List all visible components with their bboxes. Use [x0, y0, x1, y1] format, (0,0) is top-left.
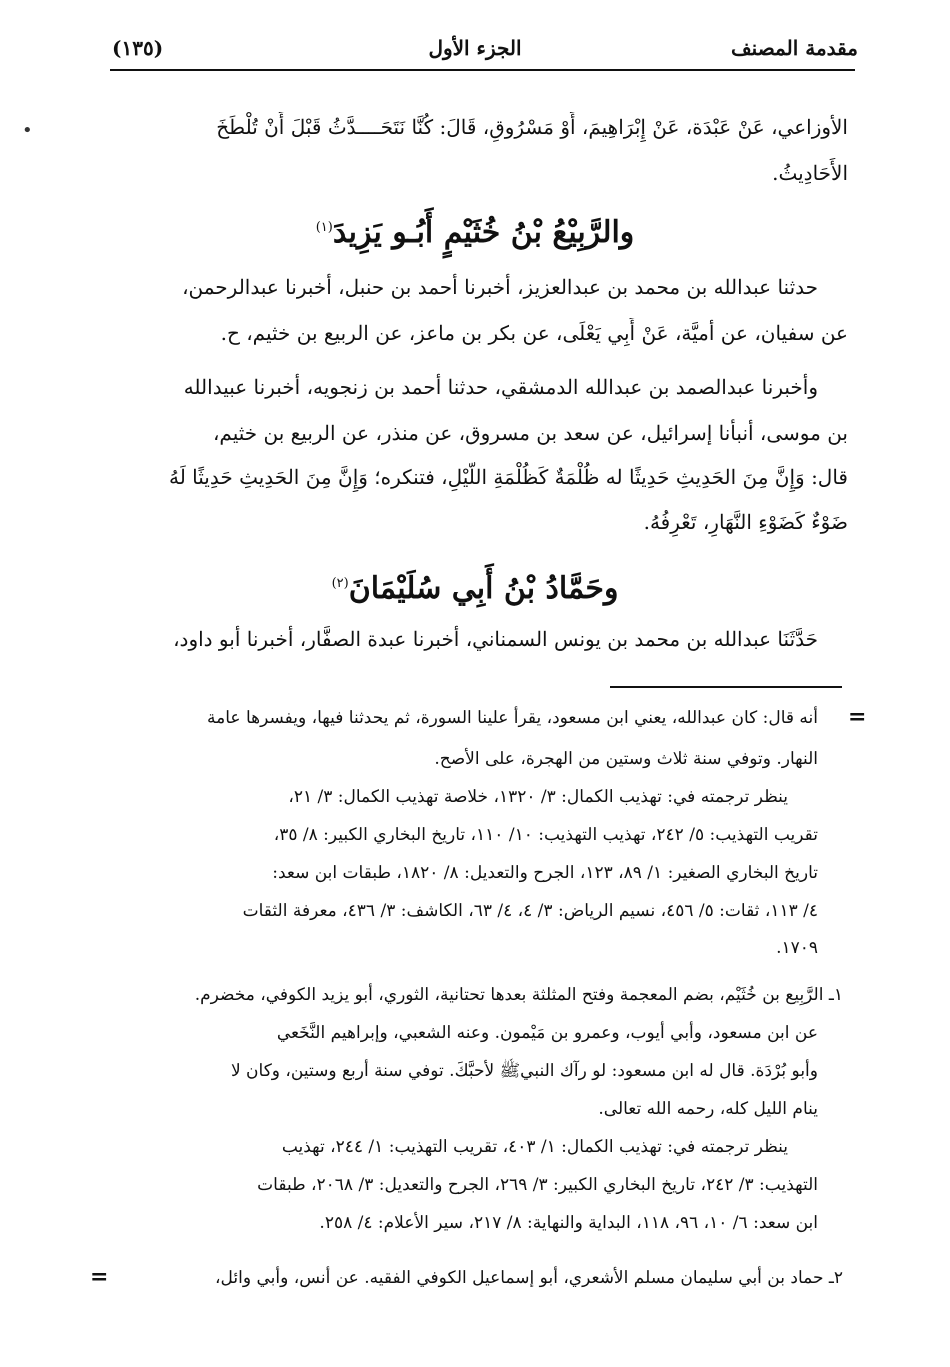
header-rule: [110, 69, 855, 71]
footnote-line: ١٧٠٩.: [776, 938, 818, 958]
body-line: الأوزاعي، عَنْ عَبْدَة، عَنْ إِبْرَاهِيمَ، أَوْ مَسْرُوقٍ، قَالَ: كُنَّا نَتَحَــــدَّثُ قَبْلَ أَنْ تُلْطَخَ: [216, 115, 848, 139]
footnote-ref: (١): [315, 220, 333, 235]
footnote-line: ٢ـ حماد بن أبي سليمان مسلم الأشعري، أبو إسماعيل الكوفي الفقيه. عن أنس، وأبي وائل،: [215, 1268, 843, 1288]
footnote-line: ينام الليل كله، رحمه الله تعالى.: [598, 1099, 818, 1119]
footnote-line: عن ابن مسعود، وأبي أيوب، وعمرو بن مَيْمون. وعنه الشعبي، وإبراهيم النَّخَعي: [276, 1023, 818, 1043]
continuation-mark: =: [848, 704, 867, 730]
body-line: ضَوْءٌ كَضَوْءِ النَّهَارِ، تَعْرِفُهُ.: [643, 510, 848, 534]
heading-title: وحَمَّادُ بْنُ أَبِي سُلَيْمَانَ: [348, 571, 619, 606]
footnote-line: ٤/ ١١٣، ثقات: ٥/ ٤٥٦، نسيم الرياض: ٣/ ٤، ٤/ ٦٣، الكاشف: ٣/ ٤٣٦، معرفة الثقات: [242, 901, 818, 921]
footnote-line: ينظر ترجمته في: تهذيب الكمال: ٣/ ١٣٢٠، خلاصة تهذيب الكمال: ٣/ ٢١،: [288, 787, 788, 807]
running-header-section: مقدمة المصنف: [730, 36, 858, 60]
footnote-line: ١ـ الرَّبِيع بن خُثَيْم، بضم المعجمة وفتح المثلثة بعدها تحتانية، الثوري، أبو يزيد الكوفي، مخضرم.: [194, 985, 843, 1005]
body-line: حَدَّثَنَا عبدالله بن محمد بن يونس السمناني، أخبرنا عبدة الصفَّار، أخبرنا أبو داود،: [173, 627, 818, 651]
footnote-line: النهار. وتوفي سنة ثلاث وستين من الهجرة، على الأصح.: [434, 749, 818, 769]
footnote-line: ابن سعد: ٦/ ١٠، ٩٦، ١١٨، البداية والنهاية: ٨/ ٢١٧، سير الأعلام: ٤/ ٢٥٨.: [319, 1213, 818, 1233]
body-line: وأخبرنا عبدالصمد بن عبدالله الدمشقي، حدثنا أحمد بن زنجويه، أخبرنا عبيدالله: [183, 375, 818, 399]
body-line: بن موسى، أنبأنا إسرائيل، عن سعد بن مسروق، عن منذر، عن الربيع بن خثيم،: [212, 421, 848, 445]
body-line: عن سفيان، عن أميَّة، عَنْ أَبِي يَعْلَى، عن بكر بن ماعز، عن الربيع بن خثيم، ح.: [220, 321, 848, 345]
footnote-line: تاريخ البخاري الصغير: ١/ ٨٩، ١٢٣، الجرح والتعديل: ٨/ ١٨٢٠، طبقات ابن سعد:: [272, 863, 818, 883]
body-line: قال: وَإِنَّ مِنَ الحَدِيثِ حَدِيثًا له ظُلْمَةٌ كَظُلْمَةِ اللَّيْلِ، فتنكره؛ وَإِنَّ مِنَ الحَدِيثِ حَدِيثًا لَهُ: [169, 465, 848, 489]
page-number: (١٣٥): [112, 36, 164, 60]
footnote-ref: (٢): [331, 576, 349, 591]
footnote-line: ينظر ترجمته في: تهذيب الكمال: ١/ ٤٠٣، تقريب التهذيب: ١/ ٢٤٤، تهذيب: [281, 1137, 788, 1157]
heading-title: والرَّبِيْعُ بْنُ خُثَيْمٍ أَبُـو يَزِيدَ: [332, 215, 635, 250]
footnote-line: وأبو بُرْدَة. قال له ابن مسعود: لو رآك النبيﷺ لأحبَّكَ. توفي سنة أربع وستين، وكان لا: [230, 1061, 818, 1081]
footnote-line: أنه قال: كان عبدالله، يعني ابن مسعود، يقرأ علينا السورة، ثم يحدثنا فيها، ويفسرها عامة: [207, 708, 818, 728]
continuation-mark: =: [90, 1264, 109, 1290]
margin-speck: •: [22, 120, 33, 141]
body-line: حدثنا عبدالله بن محمد بن عبدالعزيز، أخبرنا أحمد بن حنبل، أخبرنا عبدالرحمن،: [182, 275, 818, 299]
footnote-line: التهذيب: ٣/ ٢٤٢، تاريخ البخاري الكبير: ٣/ ٢٦٩، الجرح والتعديل: ٣/ ٢٠٦٨، طبقات: [257, 1175, 818, 1195]
section-heading: [0, 206, 950, 255]
running-header-part: الجزء الأول: [428, 36, 522, 60]
section-heading: [0, 562, 950, 611]
footnote-separator: [610, 686, 842, 688]
body-line: الأَحَادِيثُ.: [772, 161, 848, 185]
footnote-line: تقريب التهذيب: ٥/ ٢٤٢، تهذيب التهذيب: ١٠/ ١١٠، تاريخ البخاري الكبير: ٨/ ٣٥،: [273, 825, 818, 845]
